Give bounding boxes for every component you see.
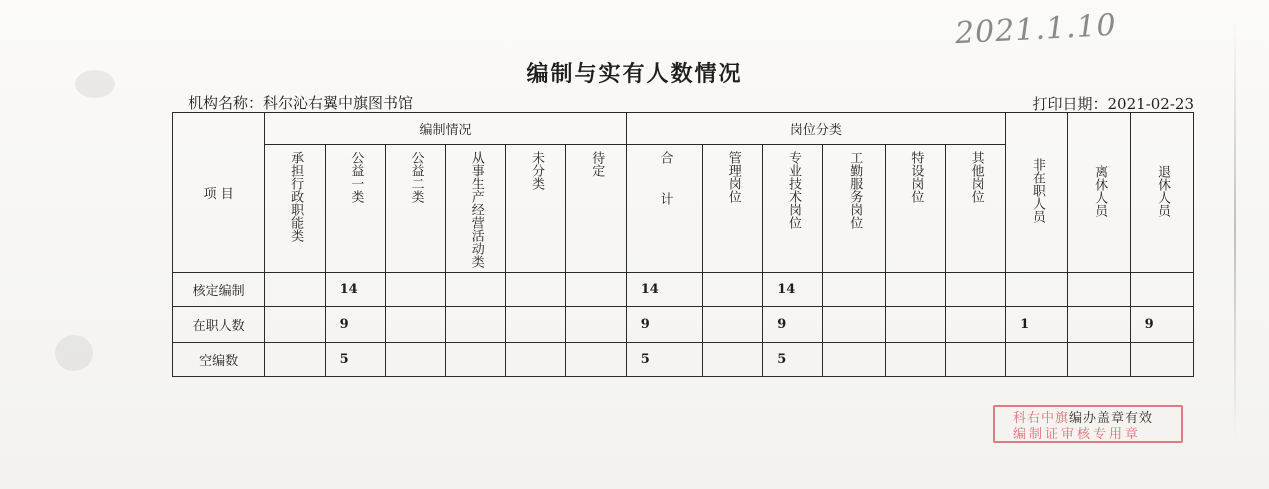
- table-cell: 1: [1006, 307, 1068, 343]
- page-title: 编制与实有人数情况: [526, 61, 743, 87]
- table-cell: 14: [325, 273, 385, 307]
- handwritten-note: 2021.1.10: [954, 7, 1118, 52]
- print-date-line: [1033, 93, 1195, 114]
- col-header-professional: 专业技术岗位: [763, 145, 823, 273]
- table-cell: [566, 273, 626, 307]
- col-header-admin: 承担行政职能类: [265, 145, 325, 273]
- print-date-label: 打印日期：: [1032, 95, 1108, 113]
- table-cell: [506, 343, 566, 377]
- table-cell: [945, 307, 1005, 343]
- table-cell: [823, 343, 885, 377]
- table-cell: [823, 307, 885, 343]
- col-header-public-1: 公益一类: [325, 145, 385, 273]
- row-label: 在职人数: [173, 307, 265, 343]
- table-cell: [1130, 343, 1193, 377]
- col-header-special: 特设岗位: [885, 145, 945, 273]
- table-cell: 9: [626, 307, 702, 343]
- table-cell: 14: [763, 273, 823, 307]
- group-header-posts: 岗位分类: [626, 113, 1005, 145]
- table-cell: [945, 343, 1005, 377]
- stamp-line-1: 科右中旗编办盖章有效: [1013, 411, 1154, 426]
- corner-cell: [173, 113, 265, 273]
- row-label: 核定编制: [173, 273, 265, 307]
- table-cell: [385, 273, 445, 307]
- col-header-retired-tx: 退休人员: [1130, 113, 1193, 273]
- col-header-retired-lx: 离休人员: [1068, 113, 1130, 273]
- table-cell: [446, 307, 506, 343]
- table-cell: [506, 307, 566, 343]
- table-cell: [1006, 273, 1068, 307]
- table-cell: [823, 273, 885, 307]
- col-header-non-active: 非在职人员: [1006, 113, 1068, 273]
- table-cell: [265, 343, 325, 377]
- col-header-unclassified: 未分类: [506, 145, 566, 273]
- table-cell: [265, 273, 325, 307]
- org-name: 科尔沁右翼中旗图书馆: [263, 94, 414, 112]
- table-cell: [702, 307, 762, 343]
- table-cell: [1068, 273, 1130, 307]
- table-cell: [1068, 307, 1130, 343]
- col-header-service: 工勤服务岗位: [823, 145, 885, 273]
- staffing-table: [172, 112, 1194, 377]
- table-cell: 9: [763, 307, 823, 343]
- table-cell: [566, 307, 626, 343]
- table-cell: [1006, 343, 1068, 377]
- paper-smudge: [55, 335, 93, 371]
- col-header-business: 从事生产经营活动类: [446, 145, 506, 273]
- table-cell: 5: [325, 343, 385, 377]
- table-cell: [702, 343, 762, 377]
- table-header-row: [173, 113, 1194, 145]
- table-cell: [265, 307, 325, 343]
- table-cell: 5: [626, 343, 702, 377]
- table-cell: [446, 343, 506, 377]
- col-header-total: 合计: [626, 145, 702, 273]
- table-row: [173, 273, 1194, 307]
- table-cell: [885, 343, 945, 377]
- table-cell: 9: [1130, 307, 1193, 343]
- table-cell: [1130, 273, 1193, 307]
- table-cell: [566, 343, 626, 377]
- col-header-management: 管理岗位: [702, 145, 762, 273]
- table-cell: [885, 273, 945, 307]
- org-line: [188, 92, 413, 113]
- col-header-other: 其他岗位: [945, 145, 1005, 273]
- table-cell: 14: [626, 273, 702, 307]
- print-date-value: 2021-02-23: [1107, 95, 1194, 113]
- col-header-pending: 待定: [566, 145, 626, 273]
- table-row: [173, 307, 1194, 343]
- table-cell: [1068, 343, 1130, 377]
- org-label: 机构名称：: [188, 94, 264, 112]
- table-cell: 9: [325, 307, 385, 343]
- table-cell: [702, 273, 762, 307]
- table-cell: [385, 343, 445, 377]
- table-cell: [945, 273, 1005, 307]
- col-header-public-2: 公益二类: [385, 145, 445, 273]
- table-cell: [385, 307, 445, 343]
- official-stamp: [993, 405, 1193, 441]
- corner-label: 项 目: [203, 187, 234, 202]
- row-label: 空编数: [173, 343, 265, 377]
- table-row: [173, 343, 1194, 377]
- table-cell: [446, 273, 506, 307]
- table-cell: 5: [763, 343, 823, 377]
- table-cell: [885, 307, 945, 343]
- stamp-line-2: 编制证审核专用章: [1013, 427, 1142, 442]
- group-header-staffing: 编制情况: [265, 113, 626, 145]
- table-cell: [506, 273, 566, 307]
